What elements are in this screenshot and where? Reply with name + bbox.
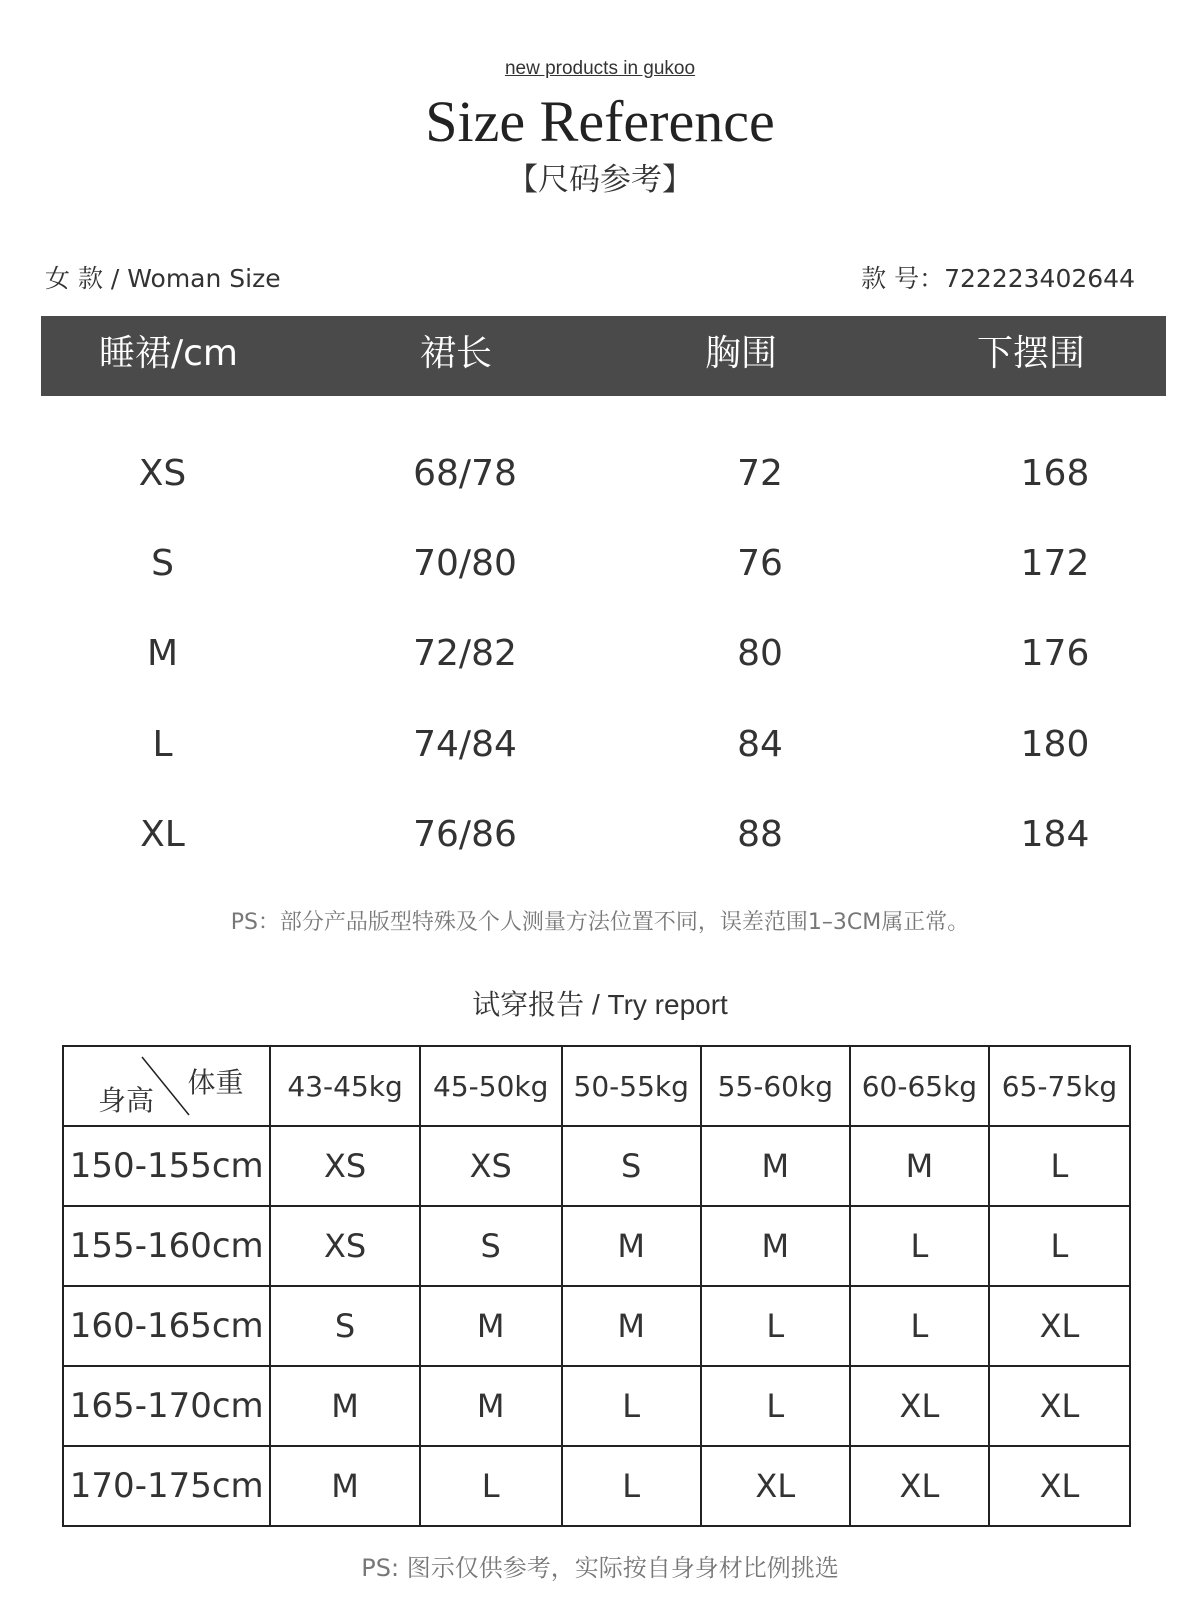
try-report-table [62,1045,1131,1527]
reference-note: PS: 图示仅供参考，实际按自身身材比例挑选 [361,1554,839,1582]
header-hem: 下摆围 [976,333,1085,374]
height-range: 160-165cm [63,1286,270,1366]
recommended-size: M [701,1206,850,1286]
try-report-title-en: / Try report [584,989,728,1020]
size-row [0,444,1200,504]
recommended-size: L [420,1446,562,1526]
recommended-size: L [989,1206,1130,1286]
recommended-size: M [562,1286,701,1366]
recommended-size: XL [989,1366,1130,1446]
corner-cell [63,1046,270,1126]
page-title: Size Reference [425,89,775,154]
recommended-size: XL [989,1446,1130,1526]
height-range: 170-175cm [63,1446,270,1526]
length-value: 68/78 [413,453,517,494]
table-row [63,1446,1130,1526]
recommended-size: S [420,1206,562,1286]
length-value: 72/82 [413,633,517,674]
hem-value: 184 [1020,814,1090,855]
bust-value: 76 [737,543,783,584]
recommended-size: S [562,1126,701,1206]
recommended-size: XS [270,1206,419,1286]
size-row [0,624,1200,684]
recommended-size: L [850,1286,989,1366]
recommended-size: L [989,1126,1130,1206]
bust-value: 88 [737,814,783,855]
weight-header: 50-55kg [562,1046,701,1126]
table-row [63,1206,1130,1286]
length-value: 70/80 [413,543,517,584]
weight-axis-label: 体重 [187,1066,244,1099]
weight-header: 45-50kg [420,1046,562,1126]
table-row [63,1126,1130,1206]
try-report-title-cn: 试穿报告 [472,988,585,1021]
style-number: 款 号：722223402644 [861,264,1135,293]
table-row [63,1286,1130,1366]
recommended-size: S [270,1286,419,1366]
woman-size-label: 女 款 / Woman Size [45,264,281,293]
bust-value: 84 [737,724,783,765]
height-range: 150-155cm [63,1126,270,1206]
recommended-size: XL [989,1286,1130,1366]
recommended-size: L [562,1446,701,1526]
try-report-header-row [63,1046,1130,1126]
try-report-title [0,983,1200,1023]
size-label: XL [140,814,185,855]
recommended-size: L [701,1366,850,1446]
recommended-size: XL [850,1446,989,1526]
recommended-size: XS [270,1126,419,1206]
recommended-size: L [701,1286,850,1366]
length-value: 76/86 [413,814,517,855]
size-table-header [41,316,1166,396]
hem-value: 176 [1020,633,1090,674]
recommended-size: M [420,1286,562,1366]
measurement-note: PS：部分产品版型特殊及个人测量方法位置不同，误差范围1–3CM属正常。 [230,910,970,935]
recommended-size: M [270,1366,419,1446]
recommended-size: L [850,1206,989,1286]
height-range: 165-170cm [63,1366,270,1446]
size-label: L [152,724,173,765]
size-label: XS [138,453,187,494]
recommended-size: XL [701,1446,850,1526]
weight-header: 60-65kg [850,1046,989,1126]
recommended-size: L [562,1366,701,1446]
length-value: 74/84 [413,724,517,765]
header-bust: 胸围 [704,333,777,374]
recommended-size: M [850,1126,989,1206]
size-row [0,805,1200,865]
recommended-size: M [270,1446,419,1526]
weight-header: 65-75kg [989,1046,1130,1126]
size-label: M [146,633,179,674]
bust-value: 72 [737,453,783,494]
recommended-size: M [701,1126,850,1206]
height-axis-label: 身高 [98,1084,155,1117]
weight-header: 55-60kg [701,1046,850,1126]
recommended-size: M [562,1206,701,1286]
height-range: 155-160cm [63,1206,270,1286]
hem-value: 172 [1020,543,1090,584]
table-row [63,1366,1130,1446]
header-length: 裙长 [419,333,492,374]
size-row [0,534,1200,594]
size-label: S [151,543,174,584]
recommended-size: M [420,1366,562,1446]
recommended-size: XL [850,1366,989,1446]
bust-value: 80 [737,633,783,674]
hem-value: 180 [1020,724,1090,765]
brand-subtitle: new products in gukoo [504,58,696,79]
page-title-cn: 【尺码参考】 [507,162,693,198]
weight-header: 43-45kg [270,1046,419,1126]
header-garment: 睡裙/cm [99,333,238,374]
size-row [0,715,1200,775]
recommended-size: XS [420,1126,562,1206]
hem-value: 168 [1020,453,1090,494]
